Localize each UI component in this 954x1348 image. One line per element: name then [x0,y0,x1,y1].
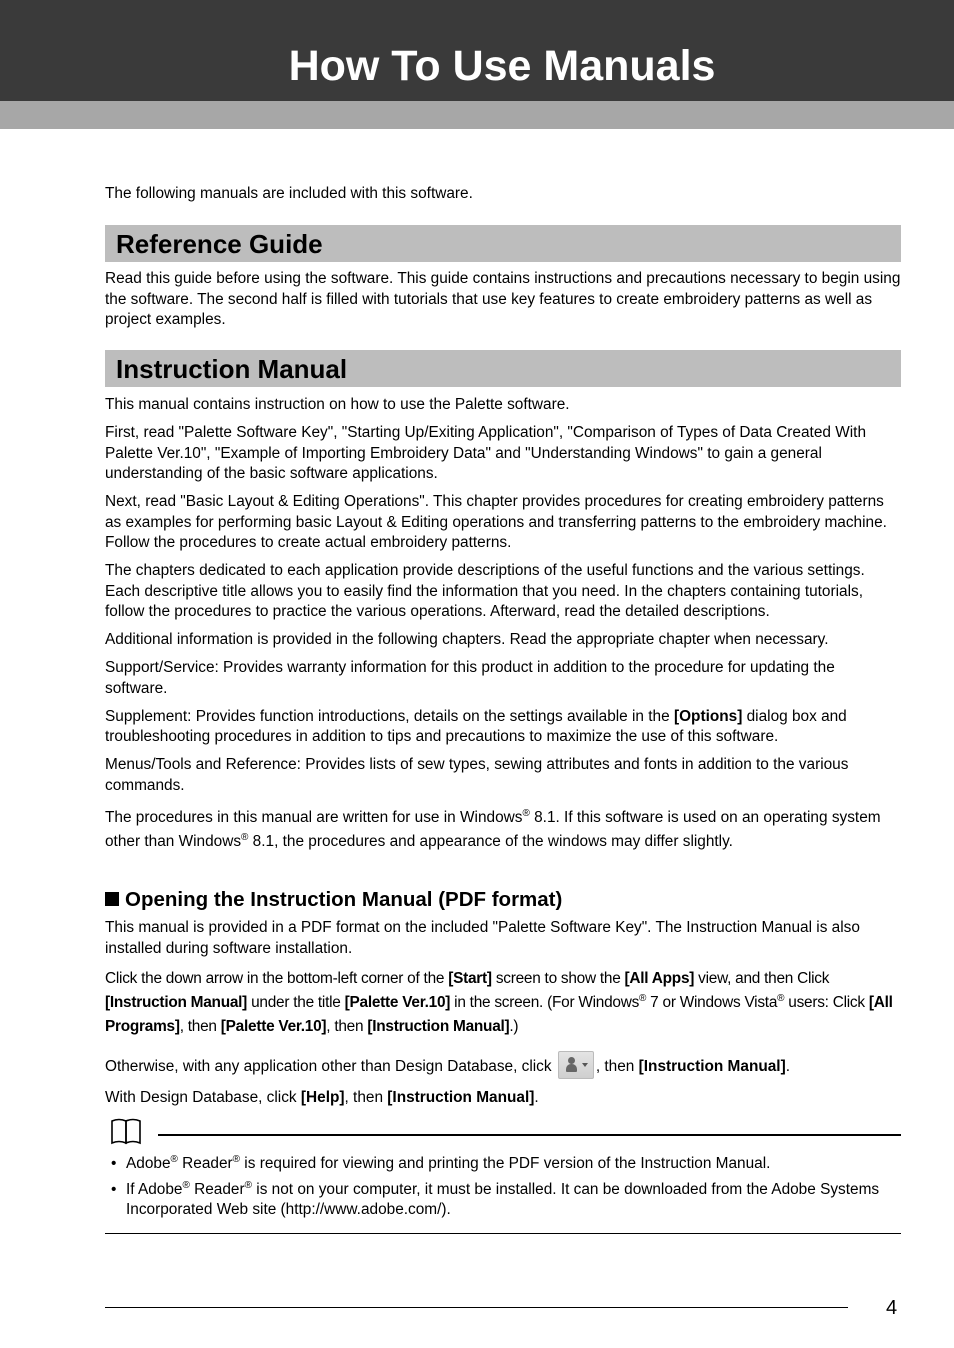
instruction-manual-reference: [Instruction Manual] [638,1057,786,1075]
paragraph [105,1088,901,1109]
subheading-text: Opening the Instruction Manual (PDF format) [125,888,563,911]
registered-mark: ® [232,1154,241,1165]
text: dialog box and troubleshooting procedures in addition to tips and precautions to maximize the use of this software. [105,707,847,745]
paragraph [105,967,901,1039]
paragraph: Support/Service: Provides warranty information for this product in addition to the procedure for updating the software. [105,659,835,697]
text: 8.1, the procedures and appearance of the windows may differ slightly. [248,833,733,850]
text: With Design Database, click [105,1089,301,1106]
paragraph [105,806,901,854]
paragraph: Menus/Tools and Reference: Provides lists of sew types, sewing attributes and fonts in addition to the various commands. [105,756,849,794]
options-reference: [Options] [673,707,743,725]
paragraph: Additional information is provided in the following chapters. Read the appropriate chapter when necessary. [105,631,829,648]
paragraph [105,707,901,748]
list-item [105,1180,901,1220]
registered-mark: ® [182,1180,190,1191]
start-reference: [Start] [448,969,492,987]
bullet: • [111,1181,117,1198]
registered-mark: ® [777,992,785,1004]
section-reference-guide [105,225,901,262]
text: is not on your computer, it must be installed. It can be downloaded from the Adobe Systems Incorporated Web site (http://www.adobe.com/). [126,1181,880,1218]
note-list [105,1154,901,1226]
text: , then [344,1089,388,1106]
instruction-manual-body [105,395,901,862]
text: Reader [177,1155,233,1172]
text: , then [595,1057,639,1075]
paragraph: Next, read "Basic Layout & Editing Operations". This chapter provides procedures for creating embroidery patterns as examples for performing basic Layout & Editing operations and transferring patterns to the embroidery machine. Follow the procedures to create actual embroidery patterns. [105,493,887,551]
text: . [785,1057,790,1075]
text: users: Click [784,993,869,1011]
registered-mark: ® [522,808,530,819]
note-divider-top [158,1134,901,1136]
text: screen to show the [491,969,625,987]
subheading-opening-manual [105,887,562,913]
text: . [534,1089,539,1106]
text: is required for viewing and printing the PDF version of the Instruction Manual. [240,1155,771,1172]
square-bullet-icon [105,892,119,906]
text: Otherwise, with any application other than Design Database, click [105,1057,556,1075]
paragraph: First, read "Palette Software Key", "Starting Up/Exiting Application", "Comparison of Types of Data Created With Palette Ver.10", "Example of Importing Embroidery Data" and "Understanding Windows" to gain a general understanding of the basic software applications. [105,424,867,482]
title-underbar [0,101,954,129]
page-number: 4 [886,1297,898,1319]
text: The procedures in this manual are written for use in Windows [105,809,523,826]
user-menu-icon [558,1051,594,1079]
paragraph: This manual is provided in a PDF format on the included "Palette Software Key". The Instruction Manual is also installed during software installation. [105,919,860,957]
text: under the title [247,993,345,1011]
text: in the screen. (For Windows [450,993,640,1011]
registered-mark: ® [241,832,249,843]
palette-reference: [Palette Ver.10] [220,1017,327,1035]
paragraph: The chapters dedicated to each application provide descriptions of the useful functions and the various settings. Each descriptive title allows you to easily find the information that you need. In the chapters containing tutorials, follow the procedures to practice the various operations. Afterward, read the detailed descriptions. [105,562,865,620]
note-divider-bottom [105,1233,901,1234]
text: 7 or Windows Vista [646,993,778,1011]
section-heading: Reference Guide [116,229,323,259]
open-book-icon [110,1118,142,1146]
footer-divider [105,1307,848,1308]
registered-mark: ® [170,1154,178,1165]
page-title: How To Use Manuals [288,42,716,90]
text: 8.1. If this software is used on an operating system other than Windows [105,809,881,850]
registered-mark: ® [639,992,647,1004]
reference-guide-body [105,269,901,338]
text: Supplement: Provides function introductions, details on the settings available in the [105,707,674,725]
all-programs-reference: [All Programs] [105,993,893,1035]
text: Adobe [126,1155,171,1172]
text: Click the down arrow in the bottom-left corner of the [105,969,449,987]
text: .) [509,1017,519,1035]
paragraph [105,1051,901,1081]
intro-text: The following manuals are included with this software. [105,185,473,202]
all-apps-reference: [All Apps] [624,969,695,987]
section-heading: Instruction Manual [116,354,348,384]
text: Reader [189,1181,245,1198]
instruction-manual-reference: [Instruction Manual] [387,1089,535,1106]
text: If Adobe [126,1181,183,1198]
opening-body [105,918,901,1116]
text: view, and then Click [694,969,830,987]
paragraph: Read this guide before using the software. This guide contains instructions and precautions necessary to begin using the software. The second half is filled with tutorials that use key features to create embroidery patterns as well as project examples. [105,270,901,328]
text: , then [179,1017,221,1035]
instruction-manual-reference: [Instruction Manual] [105,993,248,1011]
palette-reference: [Palette Ver.10] [344,993,451,1011]
registered-mark: ® [244,1180,252,1191]
section-instruction-manual [105,350,901,387]
list-item [105,1154,901,1174]
instruction-manual-reference: [Instruction Manual] [367,1017,510,1035]
bullet: • [111,1155,117,1172]
help-reference: [Help] [300,1089,345,1106]
text: , then [326,1017,368,1035]
paragraph: This manual contains instruction on how to use the Palette software. [105,396,570,413]
